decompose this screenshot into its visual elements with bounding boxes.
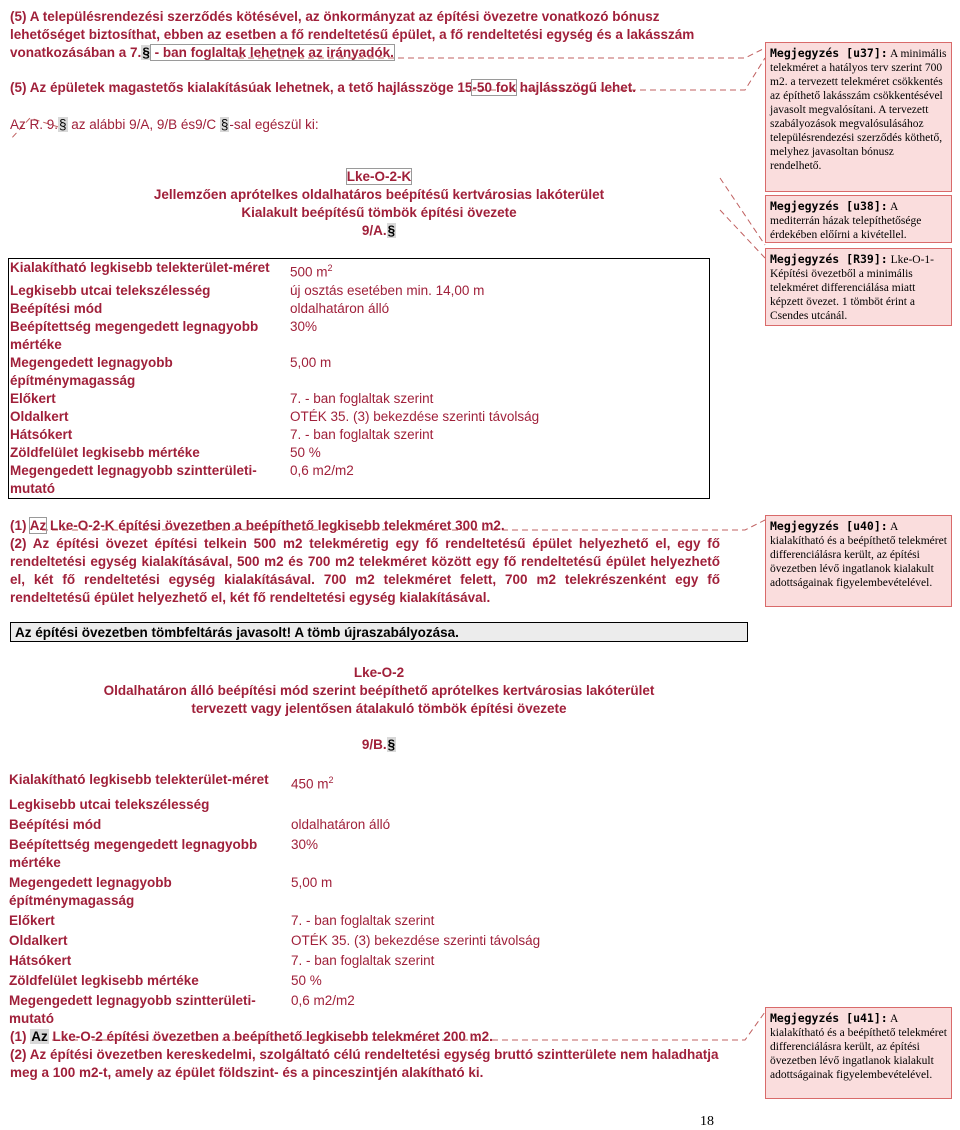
row-label: Kialakítható legkisebb telekterület-méret	[10, 260, 270, 275]
row-value-text: új osztás esetében min. 14,00 m	[290, 282, 485, 298]
row-value-text: OTÉK 35. (3) bekezdése szerinti távolság	[290, 408, 540, 424]
note-mark: Az	[29, 518, 47, 533]
comment-header: Megjegyzés [u40]:	[770, 519, 888, 533]
zone2-note1	[10, 1028, 720, 1046]
table-row	[8, 971, 710, 991]
para-mark: §	[387, 223, 396, 238]
para-mark: §	[142, 45, 150, 60]
row-label: Oldalkert	[10, 408, 69, 424]
row-value-text: oldalhatáron álló	[290, 300, 390, 316]
table-row	[8, 951, 710, 971]
row-value	[290, 408, 710, 426]
comment-u37[interactable]	[765, 42, 952, 192]
row-value	[290, 971, 710, 991]
row-value-text: 450 m	[291, 776, 329, 792]
table-row	[9, 390, 710, 408]
row-label: Beépítési mód	[9, 816, 102, 832]
zone2-section: 9/B.	[361, 737, 387, 752]
table-row	[9, 408, 710, 426]
row-value	[290, 770, 710, 795]
row-value-superscript: 2	[328, 775, 334, 785]
row-value	[290, 444, 710, 462]
para-mark: §	[387, 737, 396, 752]
zone1-code: Lke-O-2-K	[346, 169, 412, 184]
row-value-text: 5,00 m	[290, 354, 332, 370]
amendment-post: az alábbi 9/A, 9/B és9/C	[67, 117, 220, 132]
row-value	[290, 815, 710, 835]
comment-body: A kialakítható és a beépíthető telekméret differenciálásra került, az építési övezetben lévő ingatlanok kialakult adottságainak figyelembevételével.	[770, 521, 947, 589]
row-label: Megengedett legnagyobb építménymagasság	[10, 354, 173, 388]
comment-u41[interactable]	[765, 1007, 952, 1099]
paragraph-5-bonus-tail: - ban foglaltak lehetnek az irányadók.	[150, 45, 394, 60]
row-label: Kialakítható legkisebb telekterület-méret	[9, 772, 269, 787]
recommendation-box: Az építési övezetben tömbfeltárás javasolt! A tömb újraszabályozása.	[10, 622, 748, 642]
table-row	[8, 873, 710, 911]
zone2-notes	[10, 1028, 720, 1082]
row-value-text: 7. - ban foglaltak szerint	[290, 390, 434, 406]
comment-header: Megjegyzés [R39]:	[770, 252, 888, 266]
row-label: Előkert	[10, 390, 56, 406]
row-value	[290, 911, 710, 931]
amendment-line	[10, 117, 319, 132]
row-value-text: 7. - ban foglaltak szerint	[291, 912, 435, 928]
comment-body: Lke-O-1-Képítési övezetből a minimális telekméret differenciálása miatt képzett övezet. 1 tömböt érint a Csendes utcánál.	[770, 254, 935, 322]
zone1-section: 9/A.	[361, 223, 387, 238]
zone1-line2: Kialakult beépítésű tömbök építési övezete	[241, 205, 517, 220]
table-row	[8, 931, 710, 951]
note-mark: Az	[31, 1029, 48, 1044]
comment-header: Megjegyzés [u38]:	[770, 199, 888, 213]
para-mark: §	[59, 117, 67, 132]
table-row	[8, 911, 710, 931]
comment-u38[interactable]	[765, 195, 952, 243]
row-value	[290, 835, 710, 873]
row-label: Legkisebb utcai telekszélesség	[10, 282, 211, 298]
table-row	[9, 444, 710, 462]
row-value	[290, 354, 710, 390]
roof-text-post: hajlásszögű lehet.	[515, 80, 636, 95]
roof-text-marked: -50 fok	[472, 80, 516, 95]
comment-body: A mediterrán házak telepíthetősége érdekében előírni a kivétellel.	[770, 201, 922, 241]
row-label: Beépítési mód	[10, 300, 103, 316]
row-value-text: 7. - ban foglaltak szerint	[290, 426, 434, 442]
row-label: Hátsókert	[10, 426, 73, 442]
zone2-table	[8, 770, 710, 1029]
note-number: (1)	[10, 1029, 31, 1044]
comment-body: A kialakítható és a beépíthető telekméret differenciálásra került, az építési övezetben lévő ingatlanok kialakult adottságainak figyelembevételével.	[770, 1013, 947, 1081]
row-value-text: 0,6 m2/m2	[291, 992, 355, 1008]
note-text: Lke-O-2 építési övezetben a beépíthető legkisebb telekméret 200 m2.	[48, 1029, 493, 1044]
row-value-text: 50 %	[291, 972, 322, 988]
row-label: Előkert	[9, 912, 55, 928]
row-value	[290, 462, 710, 499]
para-mark: §	[220, 117, 229, 132]
table-row	[9, 259, 710, 282]
paragraph-5-bonus-text: (5) A településrendezési szerződés kötésével, az önkormányzat az építési övezetre vonatkozó bónusz lehetőséget biztosíthat, ebben az esetben a fő rendeltetésű épület, a fő rendeltetési egység és a lakásszám vonatkozásában a 7.	[10, 9, 695, 60]
row-value	[290, 426, 710, 444]
roof-text-pre: (5) Az épületek magastetős kialakításúak lehetnek, a tető hajlásszöge 15	[10, 80, 473, 95]
row-label: Legkisebb utcai telekszélesség	[9, 796, 210, 812]
zone1-note1	[10, 517, 720, 535]
row-value-text: oldalhatáron álló	[291, 816, 391, 832]
row-label: Zöldfelület legkisebb mértéke	[9, 972, 199, 988]
row-label: Megengedett legnagyobb szintterületi-mutató	[10, 462, 257, 496]
row-label: Megengedett legnagyobb építménymagasság	[9, 874, 172, 908]
row-value-text: 500 m	[290, 264, 328, 280]
table-row	[8, 770, 710, 795]
row-value-superscript: 2	[327, 263, 333, 273]
row-value-text: 30%	[291, 836, 319, 852]
row-value-text: 7. - ban foglaltak szerint	[291, 952, 435, 968]
table-row	[9, 426, 710, 444]
row-label: Hátsókert	[9, 952, 72, 968]
row-label: Megengedett legnagyobb szintterületi-mutató	[9, 992, 256, 1026]
row-value	[290, 991, 710, 1029]
table-row	[8, 991, 710, 1029]
row-value-text: 30%	[290, 318, 318, 334]
comment-header: Megjegyzés [u37]:	[770, 46, 888, 60]
zone2-line2: tervezett vagy jelentősen átalakuló tömbök építési övezete	[191, 701, 567, 716]
note-number: (1)	[10, 518, 30, 533]
table-row	[8, 815, 710, 835]
row-label: Oldalkert	[9, 932, 68, 948]
row-value	[290, 259, 710, 282]
row-value-text: OTÉK 35. (3) bekezdése szerinti távolság	[291, 932, 541, 948]
row-label: Beépítettség megengedett legnagyobb mértéke	[10, 318, 259, 352]
row-value-text: 50 %	[290, 444, 321, 460]
paragraph-5-roof	[10, 80, 720, 95]
zone2-heading	[10, 664, 748, 754]
zone2-note2: (2) Az építési övezetben kereskedelmi, szolgáltató célú rendeltetési egység bruttó szintterülete nem haladhatja meg a 100 m2-t, amely az épület földszint- és a pinceszintjén alakítható ki.	[10, 1047, 719, 1080]
note-text: Lke-O-2-K építési övezetben a beépíthető legkisebb telekméret 300 m2.	[46, 518, 505, 533]
comment-header: Megjegyzés [u41]:	[770, 1011, 888, 1025]
page-number: 18	[700, 1114, 714, 1129]
row-value-text: 5,00 m	[291, 874, 333, 890]
zone1-table	[8, 258, 710, 499]
row-value	[290, 951, 710, 971]
zone1-note2: (2) Az építési övezet építési telkein 500 m2 telekméretig egy fő rendeltetésű épület helyezhető el, egy fő rendeltetési egység kialakításával, 500 m2 és 700 m2 telekméret között egy fő rendeltetésű épület helyezhető el, két fő rendeltetési egység kialakításával. 700 m2 telekméret felett, 700 m2 telekrészenként egy fő rendeltetésű épület helyezhető el, két fő rendeltetési egység kialakításával.	[10, 536, 720, 605]
row-value-text: 0,6 m2/m2	[290, 462, 354, 478]
table-row	[9, 462, 710, 499]
table-row	[9, 300, 710, 318]
table-row	[9, 282, 710, 300]
zone2-code: Lke-O-2	[353, 665, 405, 680]
table-row	[9, 318, 710, 354]
zone1-notes	[10, 517, 720, 607]
row-value	[290, 318, 710, 354]
row-value	[290, 282, 710, 300]
table-row	[9, 354, 710, 390]
table-row	[8, 795, 710, 815]
comment-u40[interactable]	[765, 515, 952, 607]
paragraph-5-bonus	[10, 8, 720, 62]
row-value	[290, 873, 710, 911]
row-label: Zöldfelület legkisebb mértéke	[10, 444, 200, 460]
comment-r39[interactable]	[765, 248, 952, 326]
comment-body: A minimális telekméret a hatályos terv szerint 700 m2. a tervezett telekméret csökkentés az építhető lakásszám csökkentésével javasolt megvalósítani. A tervezett szabályozások megvalósulásához településrendezési szerződés köthető, melyhez javasoltan bónusz rendelhető.	[770, 48, 947, 172]
row-value	[290, 390, 710, 408]
row-value	[290, 300, 710, 318]
row-label: Beépítettség megengedett legnagyobb mértéke	[9, 836, 258, 870]
zone1-heading	[10, 168, 748, 240]
amendment-end: -sal egészül ki:	[229, 117, 319, 132]
amendment-pre: Az R. 9.	[10, 117, 59, 132]
row-value	[290, 795, 710, 815]
table-row	[8, 835, 710, 873]
zone2-line1: Oldalhatáron álló beépítési mód szerint beépíthető aprótelkes kertvárosias lakóterület	[103, 683, 655, 698]
zone1-line1: Jellemzően aprótelkes oldalhatáros beépítésű kertvárosias lakóterület	[153, 187, 605, 202]
row-value	[290, 931, 710, 951]
